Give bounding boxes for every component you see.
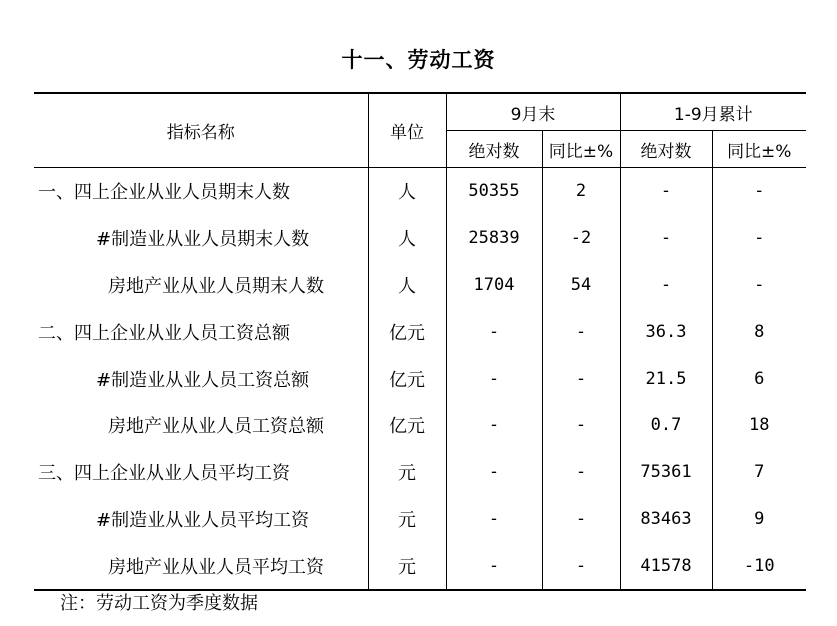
table-footnote: 注：劳动工资为季度数据 [60,593,258,614]
indicator-name: #制造业从业人员期末人数 [96,229,310,251]
yoy-value-sep: 2 [542,168,620,215]
yoy-value-cumulative: - [712,215,806,262]
yoy-value-cumulative: 6 [712,355,806,402]
absolute-value-cumulative: - [620,168,712,215]
absolute-value-sep: 1704 [446,262,542,309]
yoy-value-cumulative: - [712,168,806,215]
yoy-value-sep: - [542,402,620,449]
table-row [34,262,806,309]
unit-cell: 人 [368,215,446,262]
unit-cell: 元 [368,449,446,496]
yoy-value-cumulative: 18 [712,402,806,449]
yoy-value-sep: - [542,542,620,590]
absolute-value-cumulative: 83463 [620,496,712,543]
yoy-value-sep: - [542,449,620,496]
yoy-value-cumulative: 7 [712,449,806,496]
yoy-value-cumulative: -10 [712,542,806,590]
table-row [34,449,806,496]
header-absolute-1: 绝对数 [446,131,542,168]
absolute-value-cumulative: - [620,215,712,262]
table-row [34,355,806,402]
header-absolute-2: 绝对数 [620,131,712,168]
indicator-name: #制造业从业人员工资总额 [96,369,310,391]
header-period-september-end: 9月末 [446,93,620,131]
indicator-name: 房地产业从业人员工资总额 [108,416,324,438]
unit-cell: 亿元 [368,308,446,355]
table-row [34,308,806,355]
page-title: 十一、劳动工资 [341,48,496,72]
yoy-value-sep: - [542,496,620,543]
header-unit: 单位 [368,93,446,168]
absolute-value-sep: - [446,355,542,402]
absolute-value-cumulative: 36.3 [620,308,712,355]
indicator-name: 二、四上企业从业人员工资总额 [38,322,290,344]
yoy-value-sep: 54 [542,262,620,309]
indicator-name: 房地产业从业人员期末人数 [108,275,324,297]
yoy-value-sep: - [542,355,620,402]
absolute-value-sep: - [446,449,542,496]
unit-cell: 元 [368,496,446,543]
unit-cell: 元 [368,542,446,590]
yoy-value-cumulative: - [712,262,806,309]
unit-cell: 人 [368,262,446,309]
header-period-jan-sep: 1-9月累计 [620,93,806,131]
absolute-value-cumulative: 21.5 [620,355,712,402]
yoy-value-cumulative: 8 [712,308,806,355]
table-row [34,215,806,262]
absolute-value-sep: 50355 [446,168,542,215]
table-row [34,168,806,215]
indicator-name: 房地产业从业人员平均工资 [34,542,368,590]
absolute-value-cumulative: - [620,262,712,309]
indicator-name: #制造业从业人员平均工资 [96,509,310,531]
absolute-value-sep: - [446,402,542,449]
yoy-value-sep: - [542,308,620,355]
absolute-value-cumulative: 75361 [620,449,712,496]
absolute-value-sep: - [446,496,542,543]
yoy-value-cumulative: 9 [712,496,806,543]
absolute-value-sep: - [446,308,542,355]
absolute-value-cumulative: 0.7 [620,402,712,449]
table-row [34,402,806,449]
absolute-value-sep: - [446,542,542,590]
header-indicator-name: 指标名称 [34,93,368,168]
unit-cell: 亿元 [368,355,446,402]
absolute-value-sep: 25839 [446,215,542,262]
header-yoy-1: 同比±% [542,131,620,168]
unit-cell: 人 [368,168,446,215]
header-yoy-2: 同比±% [712,131,806,168]
table-row [34,496,806,543]
indicator-name: 三、四上企业从业人员平均工资 [38,463,290,485]
indicator-name: 一、四上企业从业人员期末人数 [38,182,290,204]
absolute-value-cumulative: 41578 [620,542,712,590]
labor-wage-table [34,92,806,591]
table-row [34,542,806,590]
yoy-value-sep: -2 [542,215,620,262]
unit-cell: 亿元 [368,402,446,449]
